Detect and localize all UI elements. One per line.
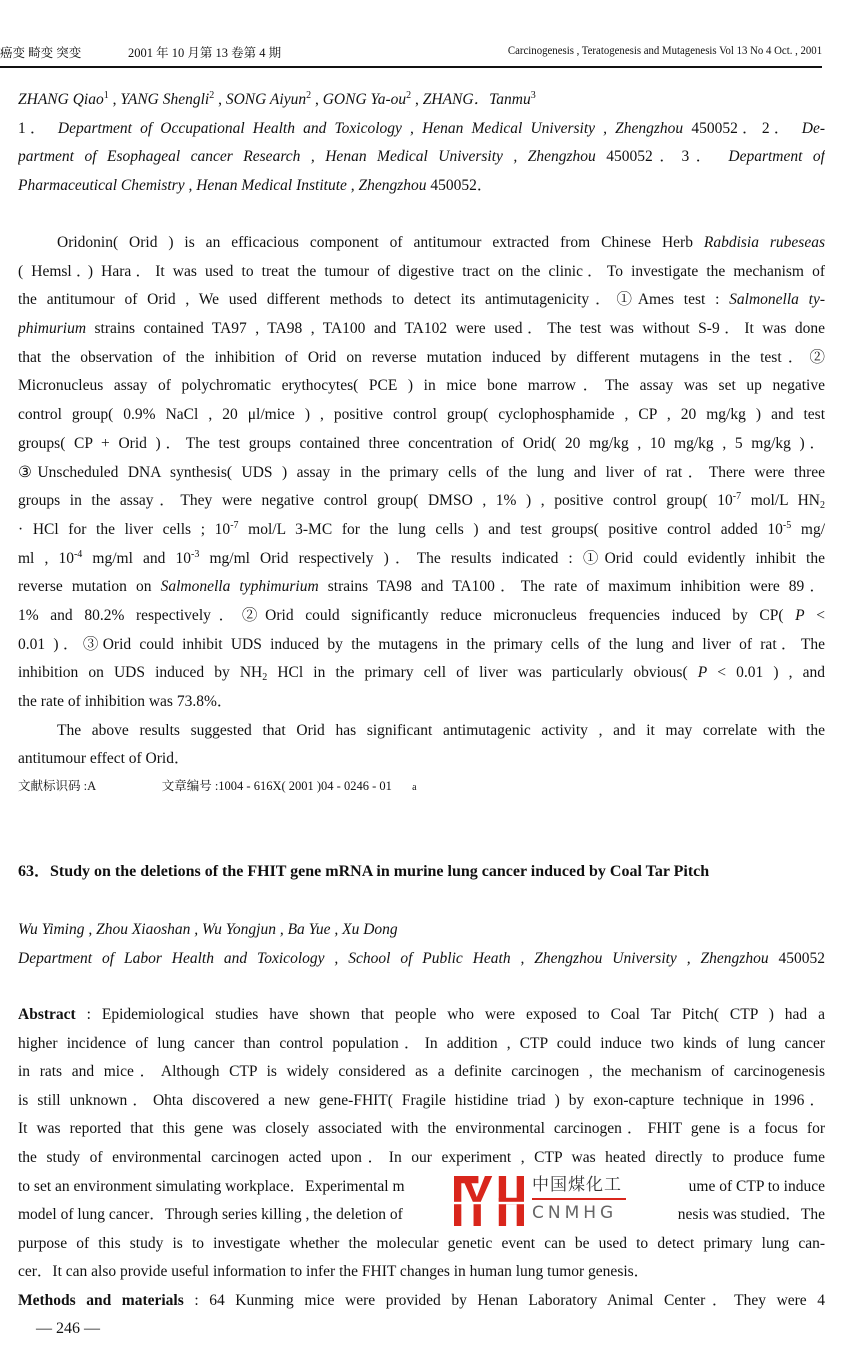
text-run: Department of	[728, 148, 825, 166]
text-run: It was reported that this gene was closely associated with the environmental carcinogen．FHIT gene is a focus for	[18, 1120, 825, 1138]
text-run: ZHANG．Tanmu	[422, 91, 531, 108]
text-run: HCl in the primary cell of liver was particularly obvious(	[267, 664, 698, 682]
cnmhg-logo-icon	[454, 1176, 524, 1226]
text-run: in rats and mice．Although CTP is widely considered as a definite carcinogen , the mechanism of carcinogenesis	[18, 1063, 825, 1081]
text-line	[18, 1287, 825, 1316]
text-run: model of lung cancer．Through series killing , the deletion of	[18, 1206, 403, 1224]
watermark-text-cn: 中国煤化工	[532, 1175, 622, 1195]
watermark-text-en: CNMHG	[532, 1203, 618, 1223]
text-run: -3	[191, 548, 200, 560]
text-run: the antitumour of Orid , We used different methods to detect its antimutagenicity．①Ames test :	[18, 291, 730, 309]
text-run: groups( CP + Orid )．The test groups contained three concentration of Orid( 20 mg/kg , 10 mg/kg , 5 mg/kg )．	[18, 434, 825, 452]
text-run: Salmonella typhimurium	[160, 578, 319, 596]
text-line	[18, 401, 825, 430]
text-run: 450052．3．	[595, 148, 729, 166]
text-run: inhibition on UDS induced by NH	[18, 664, 263, 682]
text-run: Micronucleus assay of polychromatic erythocytes( PCE ) in mice bone marrow．The assay was set up negative	[18, 377, 825, 395]
page-number: — 246 —	[36, 1320, 100, 1337]
text-line	[18, 1258, 825, 1287]
text-run: antitumour effect of Orid．	[18, 750, 190, 768]
text-run: Oridonin( Orid ) is an efficacious component of antitumour extracted from Chinese Herb	[57, 234, 704, 251]
text-run: cer．It can also provide useful information to infer the FHIT changes in human lung tumor genesis．	[18, 1263, 650, 1281]
text-line	[18, 143, 825, 172]
text-run: YANG Shengli	[120, 91, 210, 108]
text-line	[18, 1201, 825, 1230]
text-run: GONG Ya-ou	[322, 91, 407, 108]
text-run: 0.01 )．③Orid could inhibit UDS induced by the mutagens in the primary cells of the lung and liver of rat．The	[18, 635, 825, 653]
text-line	[18, 1087, 825, 1116]
text-line	[18, 86, 825, 115]
text-run: mg/ml and 10	[82, 549, 192, 567]
text-run: ③Unscheduled DNA synthesis( UDS ) assay in the primary cells of the lung and liver of rat．There were three	[18, 463, 825, 481]
text-run: 1% and 80.2% respectively．②Orid could significantly reduce micronucleus frequencies induced by CP(	[18, 606, 796, 624]
text-run: P	[697, 664, 708, 682]
text-run: mg/	[791, 520, 825, 538]
text-run: ,	[311, 91, 323, 108]
text-run: 2	[306, 90, 312, 101]
text-run: the rate of inhibition was 73.8%．	[18, 693, 233, 710]
text-run: nesis was studied．The	[677, 1206, 825, 1224]
article-number: 文章编号 :1004 - 616X( 2001 )04 - 0246 - 01	[161, 779, 392, 793]
text-line	[18, 1115, 825, 1144]
text-run: Rabdisia rubeseas	[703, 234, 825, 251]
meta-mark: a	[412, 782, 417, 793]
text-run: 2	[209, 90, 215, 101]
text-run: -7	[732, 491, 742, 503]
text-run: ume of CTP to induce	[688, 1177, 825, 1195]
text-run: -7	[230, 519, 239, 531]
text-line	[18, 688, 825, 717]
section-label: Methods and materials	[18, 1291, 184, 1309]
section-label: Abstract	[18, 1006, 76, 1023]
text-run: -5	[782, 519, 792, 531]
article-title: 63．Study on the deletions of the FHIT gene mRNA in murine lung cancer induced by Coal Tar Pitch	[18, 863, 710, 880]
text-run: the study of environmental carcinogen acted upon．In our experiment , CTP was heated directly to produce fume	[18, 1148, 825, 1166]
affiliation-text: Department of Labor Health and Toxicology , School of Public Heath , Zhengzhou University , Zhengzhou	[18, 949, 769, 967]
text-line	[18, 229, 825, 258]
text-line	[18, 1030, 825, 1059]
text-run: Pharmaceutical Chemistry , Henan Medical Institute , Zhengzhou	[18, 177, 427, 195]
text-run: is still unknown．Ohta discovered a new gene-FHIT( Fragile histidine triad ) by exon-capture technique in 1996．	[18, 1091, 825, 1109]
text-line	[18, 745, 825, 774]
text-line	[18, 659, 825, 688]
header-rule	[0, 66, 822, 68]
text-run: The above results suggested that Orid has significant antimutagenic activity , and it may correlate with the	[57, 721, 825, 739]
text-run: : 64 Kunming mice were provided by Henan Laboratory Animal Center．They were 4	[183, 1291, 825, 1309]
text-run: -4	[73, 548, 83, 560]
text-line	[18, 430, 825, 459]
text-run: purpose of this study is to investigate whether the molecular genetic event can be used to detect primary lung can-	[18, 1234, 825, 1252]
article2-authors	[18, 916, 825, 973]
text-run: 450052．2．	[683, 119, 802, 137]
text-run: : Epidemiological studies have shown that people who were exposed to Coal Tar Pitch( CTP ) had a	[75, 1006, 825, 1023]
text-run: De-	[801, 119, 825, 137]
text-run: 2	[406, 90, 412, 101]
text-line	[18, 286, 825, 315]
text-line	[18, 631, 825, 660]
text-run: 450052．	[426, 177, 493, 195]
text-run: higher incidence of lung cancer than control population．In addition , CTP could induce two kinds of lung cancer	[18, 1034, 825, 1052]
text-run: <	[804, 606, 825, 624]
text-line	[18, 459, 825, 488]
text-line	[18, 258, 825, 287]
text-run: control group( 0.9% NaCl , 20 μl/mice ) , positive control group( cyclophosphamide , CP , 20 mg/kg ) and test	[18, 406, 825, 424]
text-line	[18, 1230, 825, 1259]
text-line	[18, 717, 825, 746]
text-run: Department of Occupational Health and Toxicology , Henan Medical University , Zhengzhou	[57, 119, 684, 137]
text-line	[18, 602, 825, 631]
text-run: mg/ml Orid respectively )．The results indicated : ①Orid could evidently inhibit the	[199, 549, 825, 567]
text-line	[18, 487, 825, 516]
text-run: strains TA98 and TA100．The rate of maximum inhibition were 89．	[318, 578, 825, 596]
text-run: · HCl for the liver cells ; 10	[18, 520, 231, 538]
text-run: strains contained TA97 , TA98 , TA100 and TA102 were used．The test was without S-9．It was done	[86, 320, 825, 338]
text-run: 1．	[18, 119, 58, 137]
text-run: that the observation of the inhibition of Orid on reverse mutation induced by different mutagens in the test．②	[18, 348, 825, 366]
text-line	[18, 344, 825, 373]
text-run: partment of Esophageal cancer Research , Henan Medical University , Zhengzhou	[18, 148, 596, 166]
text-line	[18, 1173, 825, 1202]
text-run: ,	[214, 91, 226, 108]
text-line	[18, 115, 825, 144]
doc-code: 文献标识码 :A	[18, 779, 96, 793]
text-run: P	[795, 606, 805, 624]
text-line	[18, 573, 825, 602]
running-header-journal-cn: 癌变 畸变 突变	[0, 46, 82, 60]
text-run: Salmonella ty-	[729, 291, 825, 309]
text-run: SONG Aiyun	[225, 91, 307, 108]
text-line	[18, 372, 825, 401]
text-run: 3	[530, 90, 536, 101]
text-run: 2	[262, 672, 268, 684]
text-run: phimurium	[18, 320, 87, 338]
text-run: ZHANG Qiao	[18, 91, 104, 108]
author-list: Wu Yiming , Zhou Xiaoshan , Wu Yongjun , Ba Yue , Xu Dong	[18, 921, 398, 938]
abstract-fhit	[18, 1001, 825, 1316]
watermark-logo	[454, 1174, 629, 1228]
text-line	[18, 315, 825, 344]
text-line	[18, 1058, 825, 1087]
watermark-divider	[532, 1198, 626, 1200]
postcode: 450052	[768, 949, 825, 967]
article-meta	[18, 776, 825, 794]
text-line	[18, 1001, 825, 1030]
abstract-oridonin	[18, 229, 825, 774]
text-line	[18, 1144, 825, 1173]
text-run: mol/L HN	[741, 492, 820, 510]
text-line	[18, 172, 825, 201]
text-run: ( Hemsl．) Hara．It was used to treat the tumour of digestive tract on the clinic．To investigate the mechanism of	[18, 262, 825, 280]
text-run: to set an environment simulating workplace．Experimental m	[18, 1177, 405, 1195]
affiliation	[18, 945, 825, 974]
text-run: mol/L 3-MC for the lung cells ) and test groups( positive control added 10	[238, 520, 783, 538]
text-run: reverse mutation on	[18, 578, 161, 596]
text-line	[18, 545, 825, 574]
text-run: < 0.01 ) , and	[707, 664, 825, 682]
text-run: ,	[108, 91, 121, 108]
text-line	[18, 516, 825, 545]
running-header-issue: 2001 年 10 月第 13 卷第 4 期	[128, 46, 282, 60]
text-run: ,	[411, 91, 423, 108]
text-run: 2	[820, 500, 825, 512]
authors-affiliations	[18, 86, 825, 201]
text-run: ml , 10	[18, 549, 74, 567]
text-run: 1	[103, 90, 109, 101]
running-header-journal-en: Carcinogenesis , Teratogenesis and Mutagenesis Vol 13 No 4 Oct. , 2001	[507, 43, 822, 57]
text-run: groups in the assay．They were negative control group( DMSO , 1% ) , positive control group( 10	[18, 492, 733, 510]
